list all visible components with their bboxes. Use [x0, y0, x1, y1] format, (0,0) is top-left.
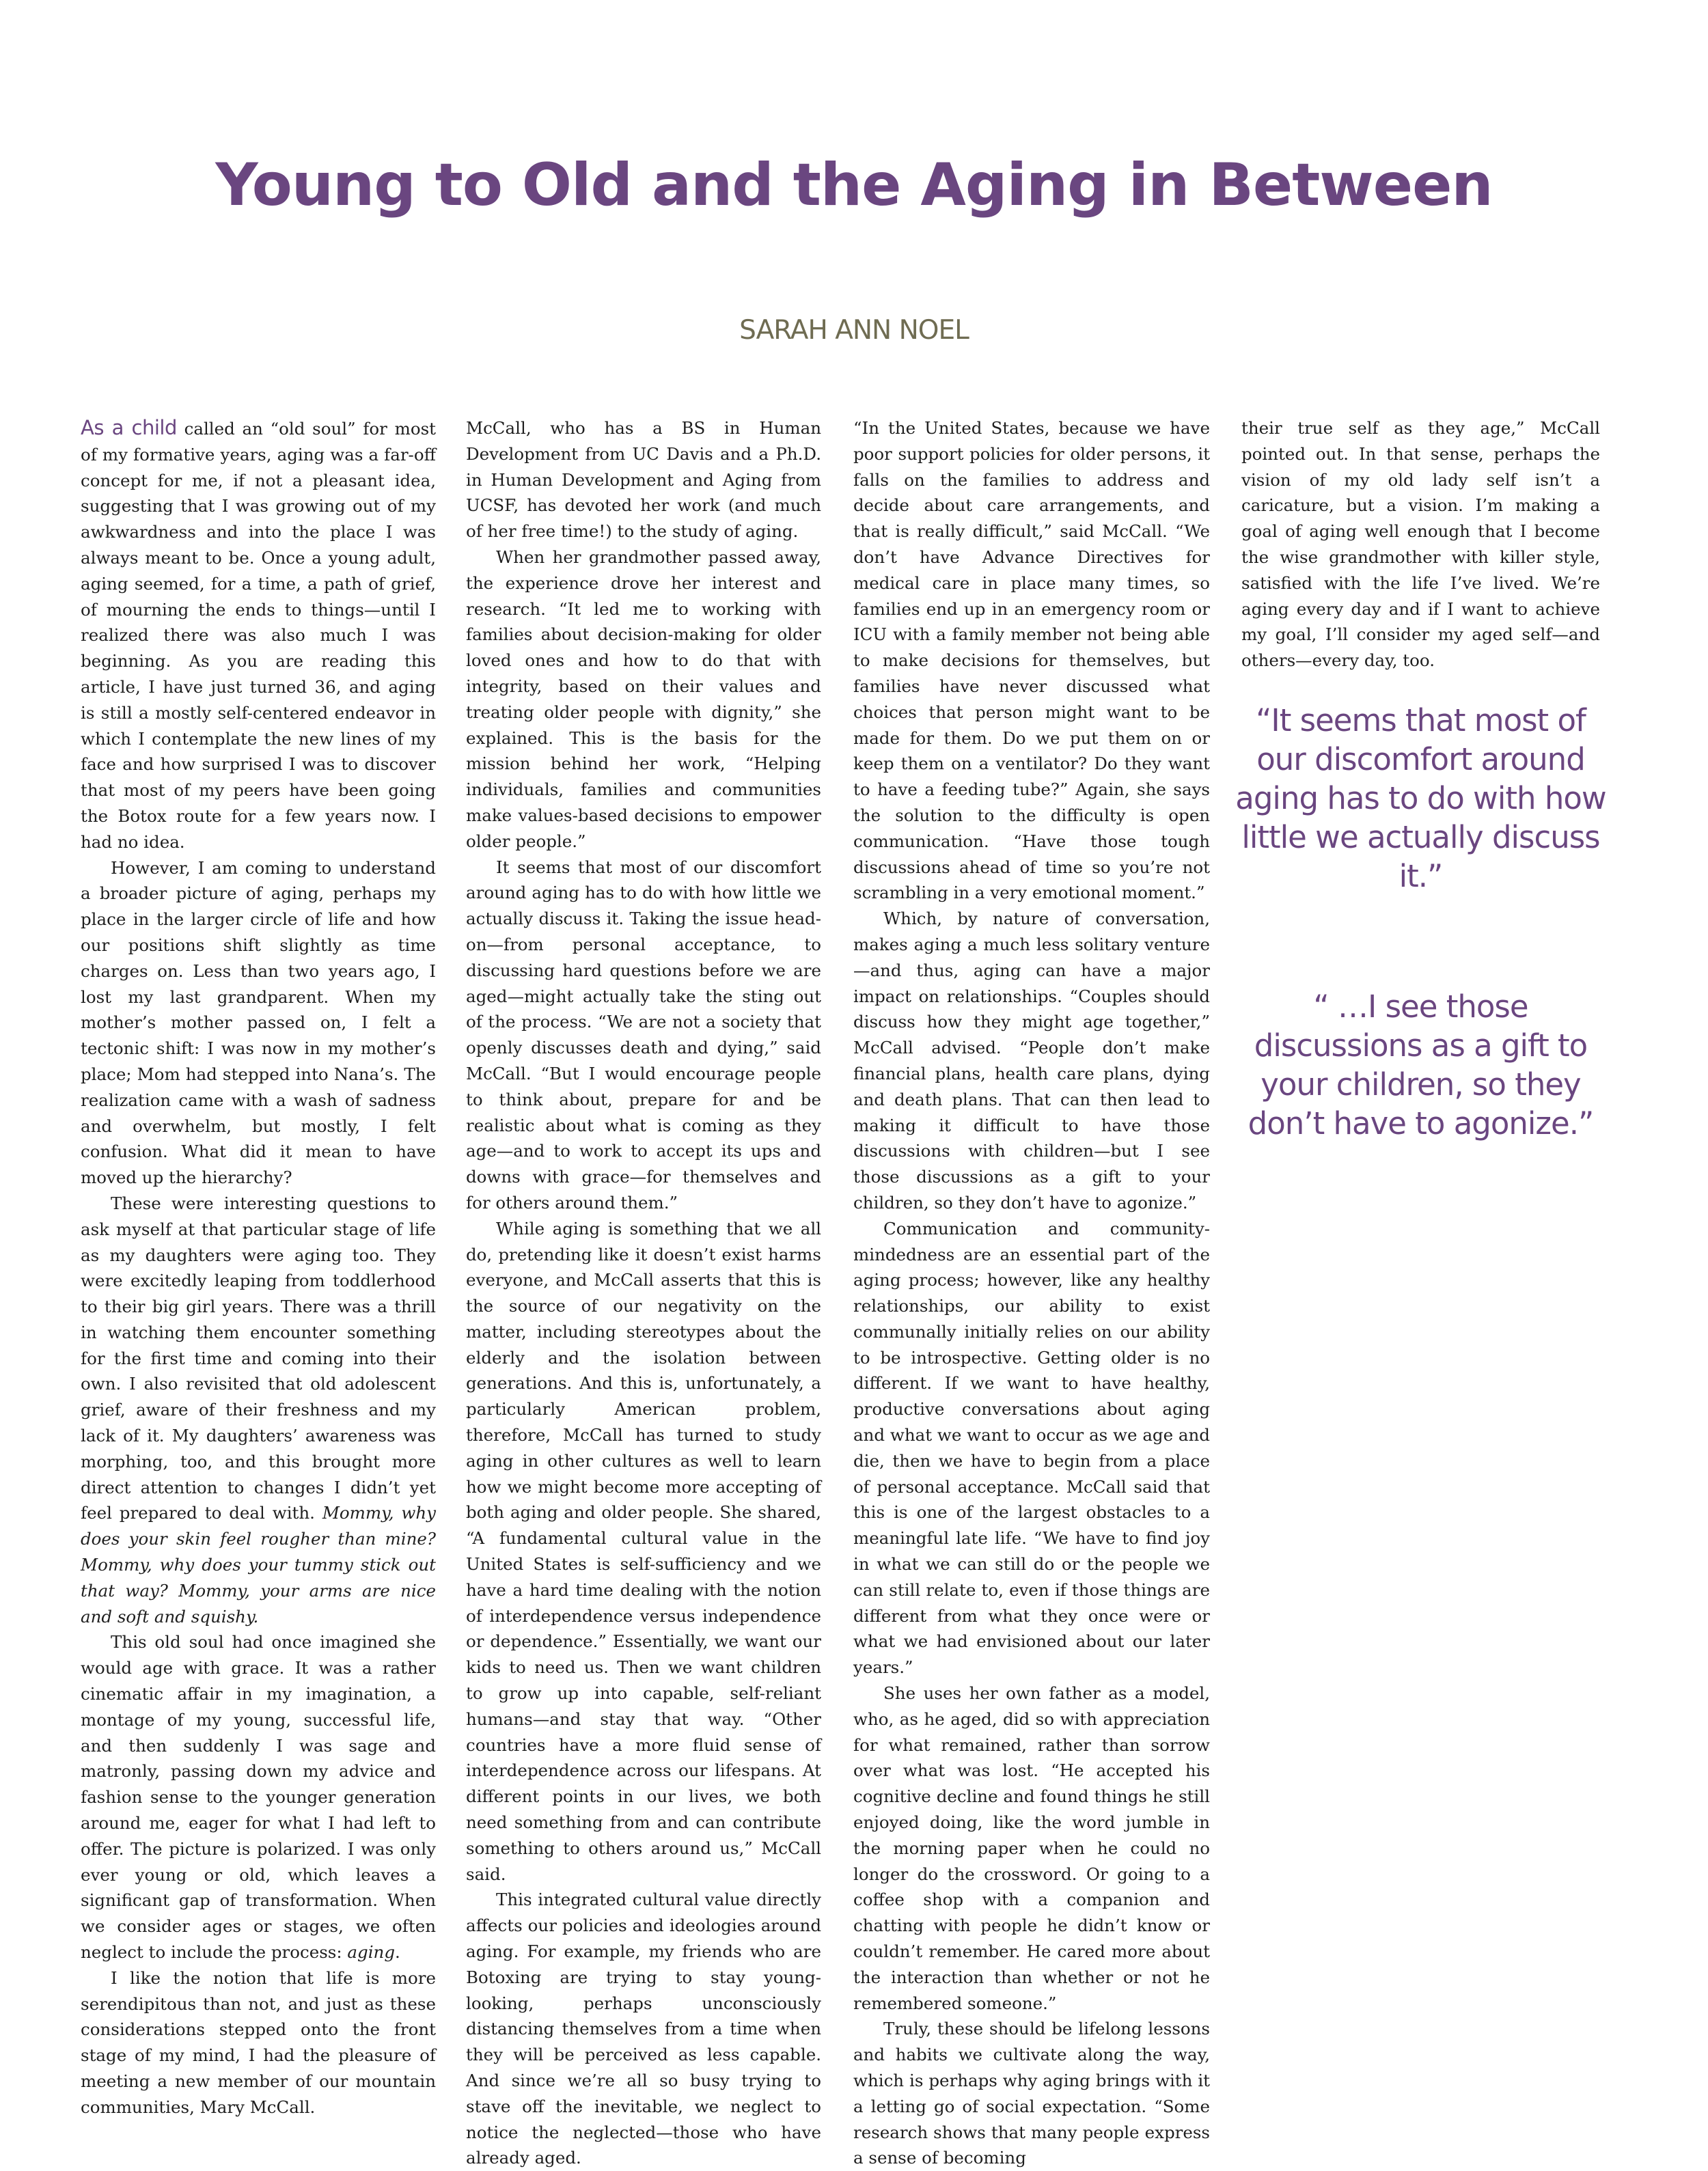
paragraph: Communication and community-mindedness are an essential part of the aging process; however, like any healthy relationships, our ability to exist communally initially relies on our ability to be introspective. Getting older is no different. If we want to have healthy, productive conversations about aging and what we want to occur as we age and die, then we have to begin from a place of personal acceptance. McCall said that this is one of the largest obstacles to a meaningful late life. “We have to find joy in what we can still do or the people we can still relate to, even if those things are different from what they once were or what we had envisioned about our later years.”: [853, 1218, 1210, 1678]
paragraph: [81, 1629, 436, 1965]
paragraph: [81, 415, 436, 855]
paragraph: their true self as they age,” McCall pointed out. In that sense, perhaps the vision of my old lady self isn’t a caricature, but a vision. I’m making a goal of aging well enough that I become the wise grandmother with killer style, satisfied with the life I’ve lived. We’re aging every day and if I want to achieve my goal, I’ll consider my aged self—and others—every day, too.: [1241, 418, 1600, 671]
paragraph-text: These were interesting questions to ask myself at that particular stage of life as my daughters were aging too. They were excitedly leaping from toddlerhood to their big girl years. There was a thrill in watching them encounter something for the first time and coming into their own. I also revisited that old adolescent grief, aware of their freshness and my lack of it. My daughters’ awareness was morphing, too, and this brought more direct attention to changes I didn’t yet feel prepared to deal with.: [81, 1193, 436, 1523]
body-column-4: [1241, 415, 1600, 1973]
paragraph: “In the United States, because we have poor support policies for older persons, it falls on the families to address and decide about care arrangements, and that is really difficult,” said McCall. “We don’t have Advance Directives for medical care in place many times, so families end up in an emergency room or ICU with a family member not being able to make decisions for themselves, but families have never discussed what choices that person might want to be made for them. Do we put them on or keep them on a ventilator? Do they want to have a feeding tube?” Again, she says the solution to the difficulty is open communication. “Have those tough discussions ahead of time so you’re not scrambling in a very emotional moment.”: [853, 418, 1210, 903]
article-title: Young to Old and the Aging in Between: [215, 151, 1493, 219]
paragraph: This integrated cultural value directly affects our policies and ideologies around aging. For example, my friends who are Botoxing are trying to stay young-looking, perhaps unconsciously distancing themselves from a time when they will be perceived as less capable. And since we’re all so busy trying to stave off the inevitable, we neglect to notice the neglected—those who have already aged.: [466, 1890, 821, 2168]
paragraph: Which, by nature of conversation, makes aging a much less solitary venture—and thus, aging can have a major impact on relationships. “Couples should discuss how they might age together,” McCall advised. “People don’t make financial plans, health care plans, dying and death plans. That can then lead to making it difficult to have those discussions with children—but I see those discussions as a gift to your children, so they don’t have to agonize.”: [853, 909, 1210, 1213]
pull-quote: “It seems that most of our discomfort around aging has to do with how little we actually discuss it.”: [1235, 702, 1606, 894]
paragraph: [81, 1191, 436, 1630]
body-column-2: [466, 415, 821, 2168]
author-byline: SARAH ANN NOEL: [739, 315, 969, 346]
italic-word: aging: [347, 1942, 396, 1963]
paragraph: When her grandmother passed away, the experience drove her interest and research. “It led me to working with families about decision-making for older loved ones and how to do that with integrity, based on their values and treating older people with dignity,” she explained. This is the basis for the mission behind her work, “Helping individuals, families and communities make values-based decisions to empower older people.”: [466, 547, 821, 851]
lead-in-text: As a child: [81, 416, 177, 439]
paragraph: It seems that most of our discomfort around aging has to do with how little we actually discuss it. Taking the issue head-on—from personal acceptance, to discussing hard questions before we are aged—might actually take the sting out of the process. “We are not a society that openly discusses death and dying,” said McCall. “But I would encourage people to think about, prepare for and be realistic about what is coming as they age—and to work to accept its ups and downs with grace—for themselves and for others around them.”: [466, 857, 821, 1213]
paragraph: She uses her own father as a model, who, as he aged, did so with appreciation for what remained, rather than sorrow over what was lost. “He accepted his cognitive decline and found things he still enjoyed doing, like the word jumble in the morning paper when he could no longer do the crossword. Or going to a coffee shop with a companion and chatting with people he didn’t know or couldn’t remember. He cared more about the interaction than whether or not he remembered someone.”: [853, 1683, 1210, 2013]
paragraph: While aging is something that we all do, pretending like it doesn’t exist harms everyone, and McCall asserts that this is the source of our negativity on the matter, including stereotypes about the elderly and the isolation between generations. And this is, unfortunately, a particularly American problem, therefore, McCall has turned to study aging in other cultures as well to learn how we might become more accepting of both aging and older people. She shared, “A fundamental cultural value in the United States is self-sufficiency and we have a hard time dealing with the notion of interdependence versus independence or dependence.” Essentially, we want our kids to need us. Then we want children to grow up into capable, self-reliant humans—and stay that way. “Other countries have a more fluid sense of interdependence across our lifespans. At different points in our lives, we both need something from and can contribute something to others around us,” McCall said.: [466, 1218, 821, 1884]
paragraph: I like the notion that life is more serendipitous than not, and just as these considerations stepped onto the front stage of my mind, I had the pleasure of meeting a new member of our mountain communities, Mary McCall.: [81, 1967, 436, 2117]
paragraph-text: This old soul had once imagined she would age with grace. It was a rather cinematic affair in my imagination, a montage of my young, successful life, and then suddenly I was sage and matronly, passing down my advice and fashion sense to the younger generation around me, eager for what I had left to offer. The picture is polarized. I was only ever young or old, which leaves a significant gap of transformation. When we consider ages or stages, we often neglect to include the process:: [81, 1632, 436, 1963]
paragraph: However, I am coming to understand a broader picture of aging, perhaps my place in the larger circle of life and how our positions shift slightly as time charges on. Less than two years ago, I lost my last grandparent. When my mother’s mother passed on, I felt a tectonic shift: I was now in my mother’s place; Mom had stepped into Nana’s. The realization came with a wash of sadness and overwhelm, but mostly, I felt confusion. What did it mean to have moved up the hierarchy?: [81, 857, 436, 1188]
paragraph: McCall, who has a BS in Human Development from UC Davis and a Ph.D. in Human Development and Aging from UCSF, has devoted her work (and much of her free time!) to the study of aging.: [466, 418, 821, 542]
body-column-3: [853, 415, 1210, 2168]
pull-quote: “ …I see those discussions as a gift to your children, so they don’t have to agonize.”: [1248, 988, 1594, 1142]
paragraph-text: called an “old soul” for most of my formative years, aging was a far-off concept for me, if not a pleasant idea, suggesting that I was growing out of my awkwardness and into the place I was always meant to be. Once a young adult, aging seemed, for a time, a path of grief, of mourning the ends to things—until I realized there was also much I was beginning. As you are reading this article, I have just turned 36, and aging is still a mostly self-centered endeavor in which I contemplate the new lines of my face and how surprised I was to discover that most of my peers have been going the Botox route for a few years now. I had no idea.: [81, 419, 436, 852]
body-column-1: [81, 415, 436, 2117]
italic-quote: Mommy, why does your skin feel rougher than mine? Mommy, why does your tummy stick out that way? Mommy, your arms are nice and soft and squishy.: [81, 1503, 436, 1627]
paragraph-text: .: [395, 1942, 400, 1963]
paragraph: Truly, these should be lifelong lessons and habits we cultivate along the way, which is perhaps why aging brings with it a letting go of social expectation. “Some research shows that many people express a sense of becoming: [853, 2019, 1210, 2168]
